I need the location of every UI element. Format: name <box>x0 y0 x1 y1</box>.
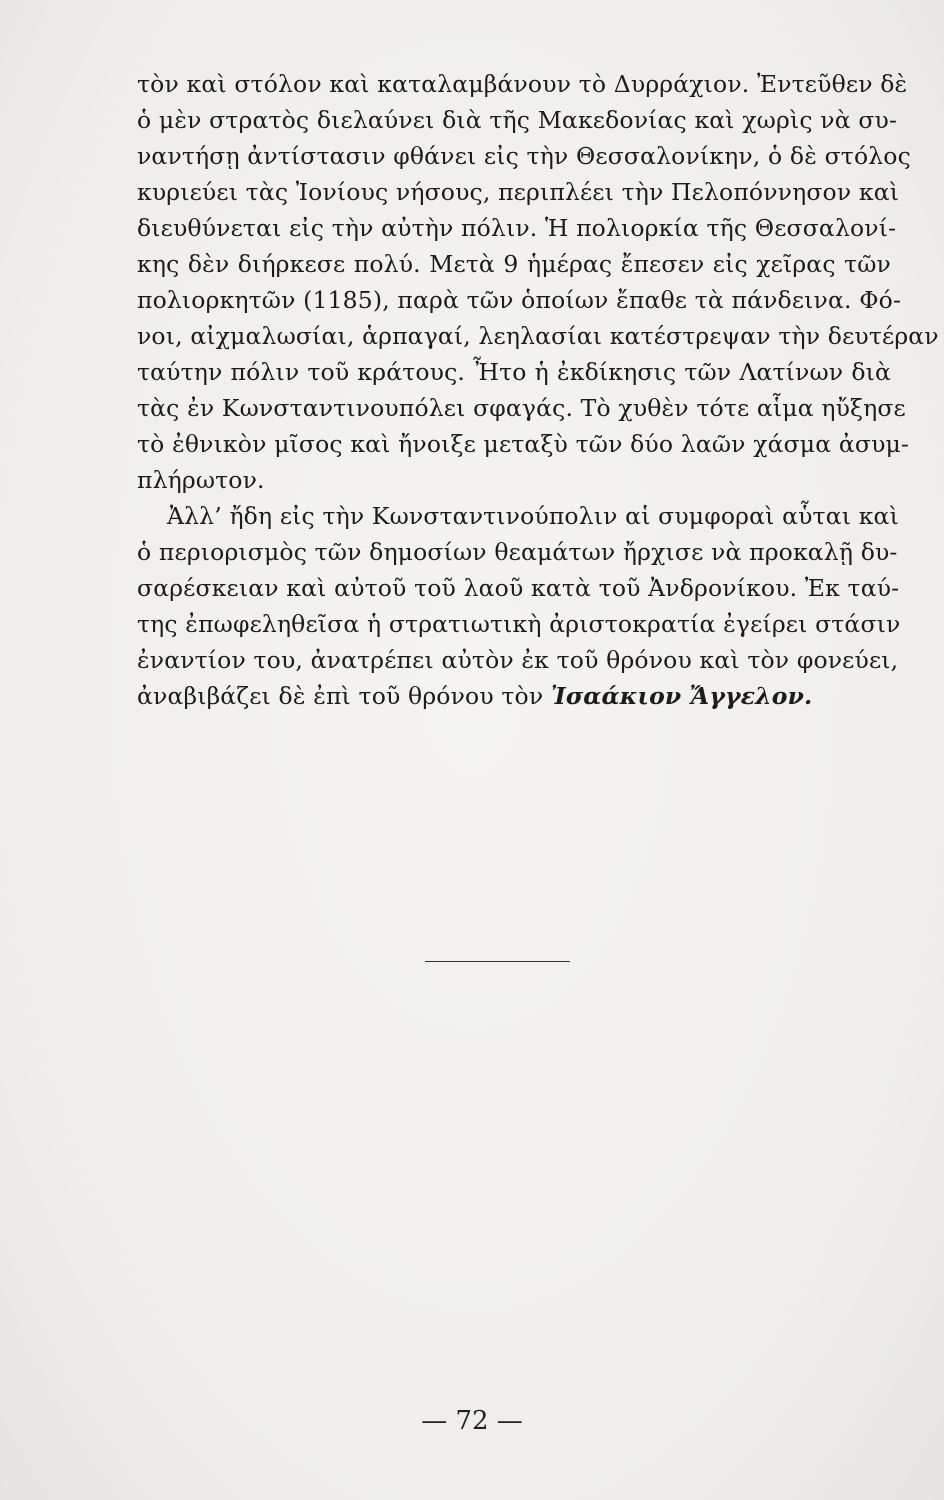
text-line: κης δὲν διήρκεσε πολύ. Μετὰ 9 ἡμέρας ἔπεσεν εἰς χεῖρας τῶν <box>137 250 891 278</box>
text-line: τὸν καὶ στόλον καὶ καταλαμβάνουν τὸ Δυρράχιον. Ἐντεῦθεν δὲ <box>137 70 908 98</box>
text-line-prefix: ἀναβιβάζει δὲ ἐπὶ τοῦ θρόνου τὸν <box>137 682 551 710</box>
section-divider <box>425 961 570 962</box>
text-line <box>137 678 891 714</box>
text-line: ταύτην πόλιν τοῦ κράτους. Ἦτο ἡ ἐκδίκησις τῶν Λατίνων διὰ <box>137 358 891 386</box>
text-line: ὁ περιορισμὸς τῶν δημοσίων θεαμάτων ἤρχισε νὰ προκαλῇ δυ- <box>137 538 898 566</box>
text-line: Ἀλλ’ ἤδη εἰς τὴν Κωνσταντινούπολιν αἱ συμφοραὶ αὗται καὶ <box>167 502 899 530</box>
emphasized-name: Ἰσαάκιον Ἄγγελον. <box>550 682 813 710</box>
page-number: — 72 — <box>421 1406 523 1436</box>
text-line: ναντήσῃ ἀντίστασιν φθάνει εἰς τὴν Θεσσαλονίκην, ὁ δὲ στόλος <box>137 142 911 170</box>
text-line: σαρέσκειαν καὶ αὐτοῦ τοῦ λαοῦ κατὰ τοῦ Ἀνδρονίκου. Ἐκ ταύ- <box>137 574 900 602</box>
text-line: τὸ ἐθνικὸν μῖσος καὶ ἤνοιξε μεταξὺ τῶν δύο λαῶν χάσμα ἀσυμ- <box>137 430 910 458</box>
text-line: κυριεύει τὰς Ἰονίους νήσους, περιπλέει τὴν Πελοπόννησον καὶ <box>137 178 900 206</box>
text-line: πολιορκητῶν (1185), παρὰ τῶν ὁποίων ἔπαθε τὰ πάνδεινα. Φό- <box>137 286 902 314</box>
text-line: νοι, αἰχμαλωσίαι, ἁρπαγαί, λεηλασίαι κατέστρεψαν τὴν δευτέραν <box>137 322 939 350</box>
text-line: πλήρωτον. <box>137 466 265 494</box>
text-line: τὰς ἐν Κωνσταντινουπόλει σφαγάς. Τὸ χυθὲν τότε αἷμα ηὔξησε <box>137 394 906 422</box>
text-line: διευθύνεται εἰς τὴν αὐτὴν πόλιν. Ἡ πολιορκία τῆς Θεσσαλονί- <box>137 214 897 242</box>
text-line: ὁ μὲν στρατὸς διελαύνει διὰ τῆς Μακεδονίας καὶ χωρὶς νὰ συ- <box>137 106 898 134</box>
text-line: της ἐπωφεληθεῖσα ἡ στρατιωτικὴ ἀριστοκρατία ἐγείρει στάσιν <box>137 610 901 638</box>
text-line: ἐναντίον του, ἀνατρέπει αὐτὸν ἐκ τοῦ θρόνου καὶ τὸν φονεύει, <box>137 646 899 674</box>
